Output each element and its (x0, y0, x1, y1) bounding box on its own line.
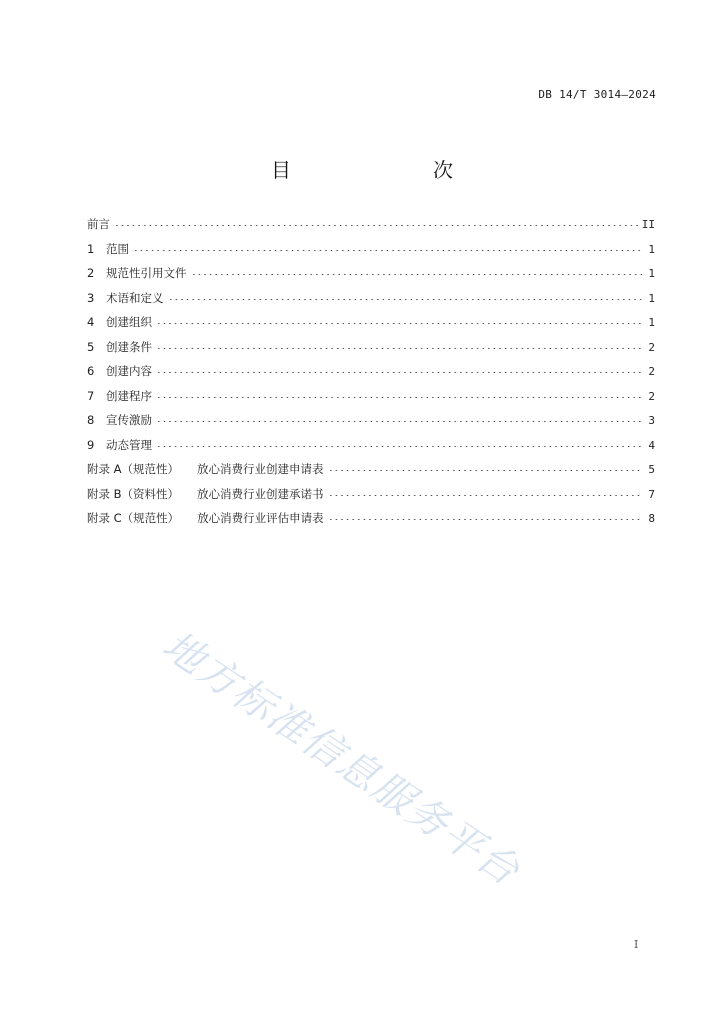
toc-entry[interactable] (87, 265, 655, 290)
toc-dot-leader (328, 495, 643, 496)
toc-dot-leader (156, 372, 643, 373)
toc-entry-number: 7 (87, 388, 95, 403)
toc-entry[interactable] (87, 314, 655, 339)
toc-entry-number: 5 (87, 339, 95, 354)
toc-entry-page: 2 (648, 340, 655, 354)
toc-entry-number: 2 (87, 266, 95, 280)
toc-dot-leader (191, 274, 644, 275)
toc-dot-leader (156, 421, 643, 422)
toc-entry[interactable] (87, 363, 655, 388)
toc-entry[interactable] (87, 412, 655, 437)
toc-dot-leader (156, 397, 643, 398)
toc-entry[interactable] (87, 388, 655, 413)
toc-title: 目 次 (271, 158, 487, 182)
toc-entry-sublabel: 放心消费行业评估申请表 (197, 511, 324, 525)
toc-entry-sublabel: 放心消费行业创建申请表 (197, 462, 324, 476)
toc-dot-leader (114, 225, 638, 226)
toc-entry-label: 附录 B（资料性） (87, 486, 180, 501)
toc-entry-page: 2 (648, 365, 655, 378)
table-of-contents (87, 216, 655, 535)
toc-entry-number: 4 (87, 315, 95, 329)
toc-entry-page: 8 (648, 512, 655, 525)
toc-dot-leader (156, 446, 643, 447)
toc-entry-label: 宣传激励 (106, 413, 152, 427)
toc-entry-label: 范围 (106, 241, 129, 256)
toc-entry-page: 1 (648, 316, 655, 329)
toc-entry-page: 1 (648, 242, 655, 256)
toc-dot-leader (156, 348, 643, 349)
toc-entry-page: 7 (648, 487, 655, 501)
toc-entry-page: 3 (648, 414, 655, 427)
toc-entry[interactable] (87, 290, 655, 315)
toc-entry-number: 9 (87, 437, 95, 452)
toc-entry-number: 3 (87, 290, 95, 305)
page-number: I (634, 938, 639, 951)
toc-entry-number: 6 (87, 364, 95, 378)
toc-dot-leader (328, 470, 643, 471)
toc-entry-label: 动态管理 (106, 437, 152, 452)
toc-dot-leader (328, 519, 643, 520)
toc-entry-number: 8 (87, 413, 95, 427)
toc-entry-page: 2 (648, 389, 655, 403)
toc-entry-label: 创建条件 (106, 339, 152, 354)
toc-entry-page: 4 (648, 438, 655, 452)
toc-entry[interactable] (87, 216, 655, 241)
toc-entry-page: 1 (648, 291, 655, 305)
toc-entry[interactable] (87, 510, 655, 535)
toc-entry[interactable] (87, 486, 655, 511)
toc-entry-sublabel: 放心消费行业创建承诺书 (197, 486, 324, 501)
toc-entry-label: 附录 A（规范性） (87, 462, 180, 476)
toc-dot-leader (168, 299, 644, 300)
watermark: 地方标准信息服务平台 (154, 622, 529, 896)
toc-entry-page: II (641, 218, 655, 231)
toc-entry-label: 创建内容 (106, 364, 152, 378)
toc-dot-leader (156, 323, 643, 324)
toc-entry-label: 术语和定义 (106, 290, 164, 305)
toc-entry[interactable] (87, 461, 655, 486)
toc-entry-label: 规范性引用文件 (106, 266, 187, 280)
document-code: DB 14/T 3014—2024 (538, 88, 656, 101)
toc-entry-label: 创建组织 (106, 315, 152, 329)
toc-entry-number: 1 (87, 241, 95, 256)
toc-entry-page: 5 (648, 463, 655, 476)
toc-entry[interactable] (87, 339, 655, 364)
toc-entry[interactable] (87, 241, 655, 266)
toc-entry-label: 前言 (87, 217, 110, 231)
toc-entry-page: 1 (648, 267, 655, 280)
toc-entry-label: 创建程序 (106, 388, 152, 403)
toc-entry[interactable] (87, 437, 655, 462)
toc-entry-label: 附录 C（规范性） (87, 511, 180, 525)
toc-dot-leader (133, 250, 643, 251)
